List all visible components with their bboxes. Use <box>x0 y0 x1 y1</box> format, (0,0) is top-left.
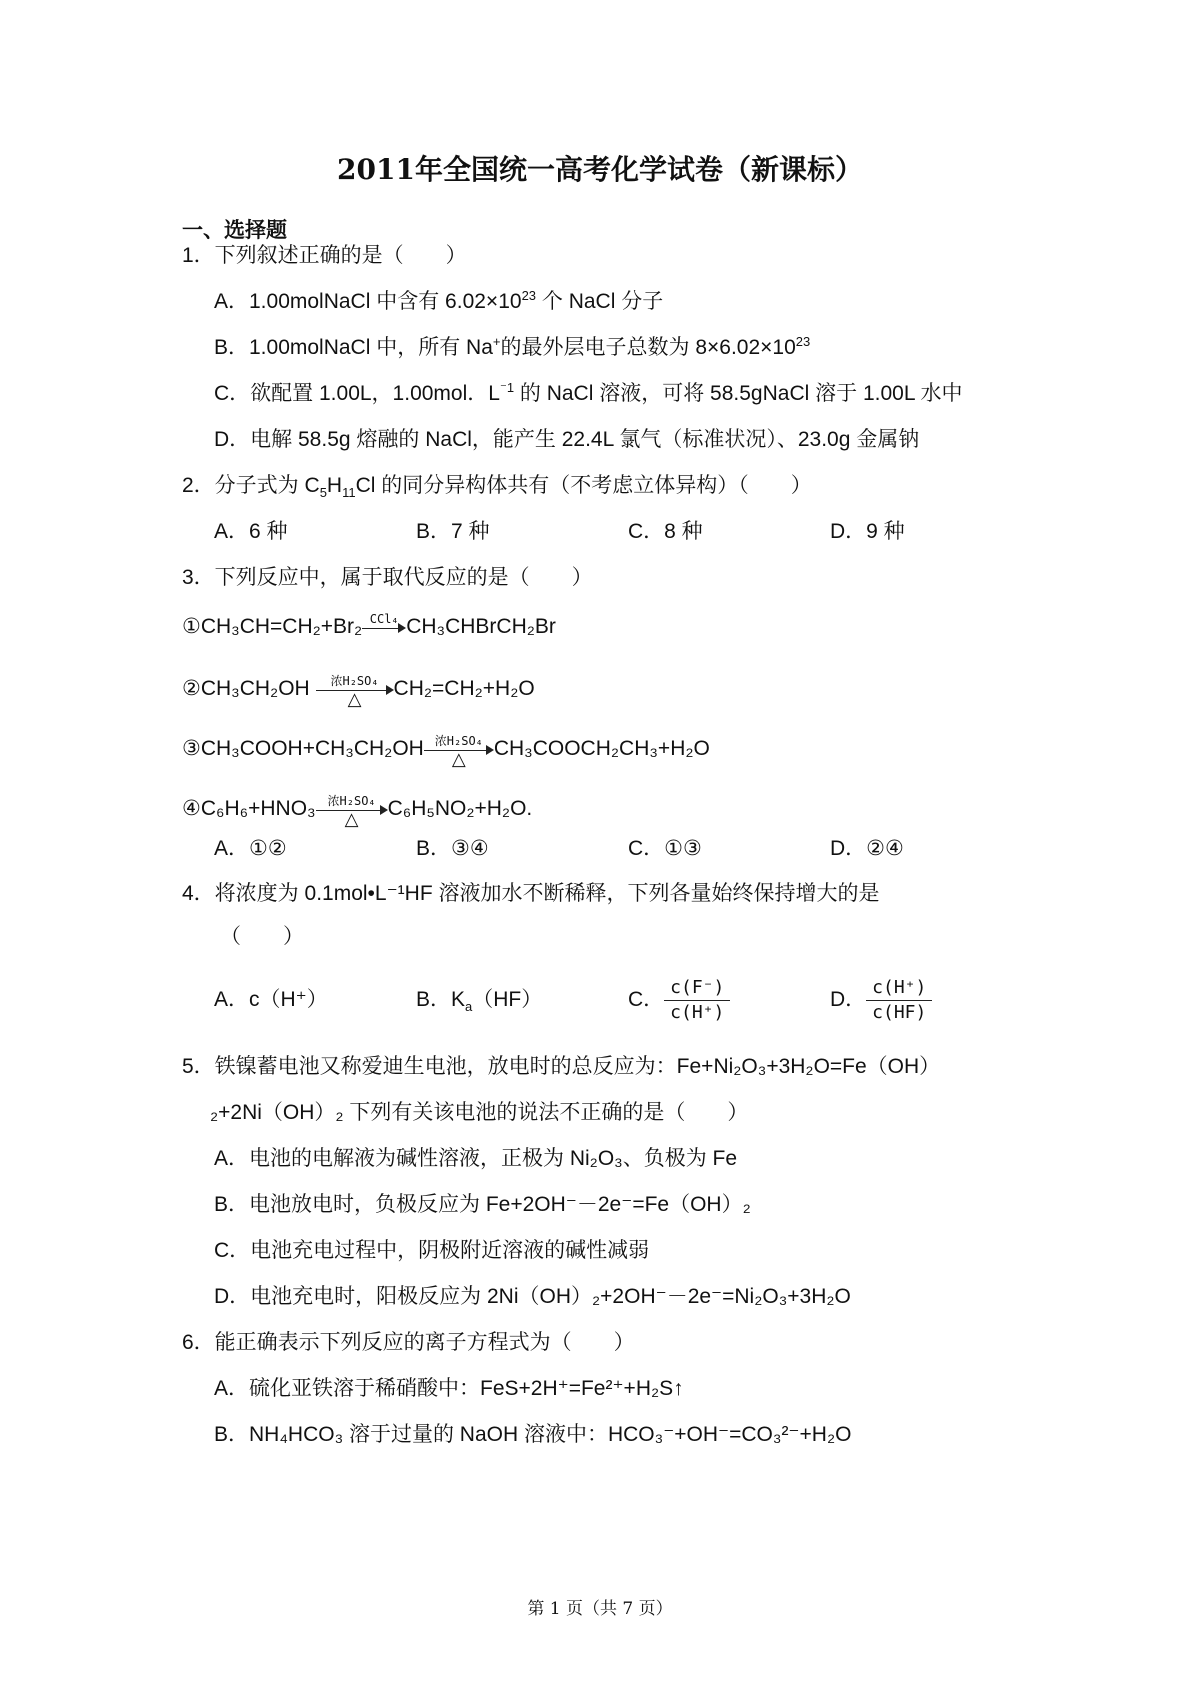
question-1-option-c: C．欲配置 1.00L，1.00mol．$L^{^-1}$ 的 NaCl 溶液，可将 58.5gNaCl 溶于 1.00L 水中 <box>214 380 963 405</box>
question-5-stem: 5．铁镍蓄电池又称爱迪生电池，放电时的总反应为：Fe+Ni₂O₃+3H₂O=Fe（OH） <box>182 1055 941 1078</box>
question-1-stem: 1．下列叙述正确的是（ ） <box>182 244 467 267</box>
question-5-option-c: C．电池充电过程中，阴极附近溶液的碱性减弱 <box>214 1239 650 1262</box>
section-heading: 一、选择题 <box>182 217 287 242</box>
question-2-stem: 2．分子式为 $C_5H_{11}Cl$ 的同分异构体共有（不考虑立体异构）（ ） <box>182 474 812 501</box>
reaction-arrow: 浓H₂SO₄ △ <box>424 734 494 764</box>
question-4-stem-cont: （ ） <box>220 925 304 948</box>
question-5-stem-cont: ₂+2Ni（OH）₂ 下列有关该电池的说法不正确的是（ ） <box>210 1101 749 1124</box>
page-title: 2011年全国统一高考化学试卷（新课标） <box>337 153 863 186</box>
reaction-4: ④C₆H₆+HNO₃ 浓H₂SO₄ △ C₆H₅NO₂+H₂O. <box>182 794 533 830</box>
fraction: $\frac{c(F^-)}{c(H^+)}$ <box>664 976 730 1025</box>
question-2-option-d: D．9 种 <box>830 520 905 543</box>
question-6-option-b: B．NH₄HCO₃ 溶于过量的 NaOH 溶液中：HCO₃⁻+OH⁻=CO₃²⁻+H₂O <box>214 1423 852 1446</box>
reaction-3: ③CH₃COOH+CH₃CH₂OH 浓H₂SO₄ △ CH₃COOCH₂CH₃+H₂O <box>182 734 710 770</box>
question-3-option-a: A．①② <box>214 837 287 860</box>
question-1-option-b: B．1.00molNaCl 中，所有 Na+的最外层电子总数为 $8\times 6.02\times 10^{23}$ <box>214 334 811 359</box>
question-3-option-c: C．①③ <box>628 837 702 860</box>
question-3-stem: 3．下列反应中，属于取代反应的是（ ） <box>182 566 593 589</box>
fraction: $\frac{c(H^+)}{c(HF)}$ <box>866 976 932 1025</box>
question-1-option-d: D．电解 58.5g 熔融的 NaCl，能产生 22.4L 氯气（标准状况）、23.0g 金属钠 <box>214 428 920 451</box>
question-3-option-b: B．③④ <box>416 837 489 860</box>
question-2-option-a: A．6 种 <box>214 520 288 543</box>
reaction-arrow: 浓H₂SO₄ △ <box>316 674 394 704</box>
question-4-option-a: A．c（H⁺） <box>214 988 328 1011</box>
question-5-option-a: A．电池的电解液为碱性溶液，正极为 Ni₂O₃、负极为 Fe <box>214 1147 738 1170</box>
page-footer: 第 1 页（共 7 页） <box>527 1599 673 1619</box>
reaction-arrow: 浓H₂SO₄ △ <box>316 794 388 824</box>
question-4-option-d: D． $\frac{c(H^+)}{c(HF)}$ <box>830 968 932 1032</box>
reaction-2: ②CH₃CH₂OH 浓H₂SO₄ △ CH₂=CH₂+H₂O <box>182 674 535 710</box>
reaction-1: ①CH₃CH=CH₂+Br₂ CCl₄ CH₃CHBrCH₂Br <box>182 612 556 642</box>
question-4-option-c: C． $\frac{c(F^-)}{c(H^+)}$ <box>628 968 730 1032</box>
question-6-stem: 6．能正确表示下列反应的离子方程式为（ ） <box>182 1331 635 1354</box>
question-4-option-b: B．$K_a(HF)$ <box>416 988 543 1015</box>
question-2-option-b: B．7 种 <box>416 520 490 543</box>
question-3-option-d: D．②④ <box>830 837 904 860</box>
question-5-option-b: B．电池放电时，负极反应为 Fe+2OH⁻－2e⁻=Fe（OH）₂ <box>214 1193 751 1216</box>
reaction-arrow: CCl₄ <box>362 612 406 642</box>
question-4-stem: 4．将浓度为 0.1mol•L⁻¹HF 溶液加水不断稀释，下列各量始终保持增大的是 <box>182 882 880 905</box>
question-2-option-c: C．8 种 <box>628 520 703 543</box>
question-5-option-d: D．电池充电时，阳极反应为 2Ni（OH）₂+2OH⁻－2e⁻=Ni₂O₃+3H₂O <box>214 1285 851 1308</box>
question-6-option-a: A．硫化亚铁溶于稀硝酸中：FeS+2H⁺=Fe²⁺+H₂S↑ <box>214 1377 684 1400</box>
question-1-option-a: A．1.00molNaCl 中含有 $6.02\times 10^{23}$ 个 NaCl 分子 <box>214 288 664 313</box>
